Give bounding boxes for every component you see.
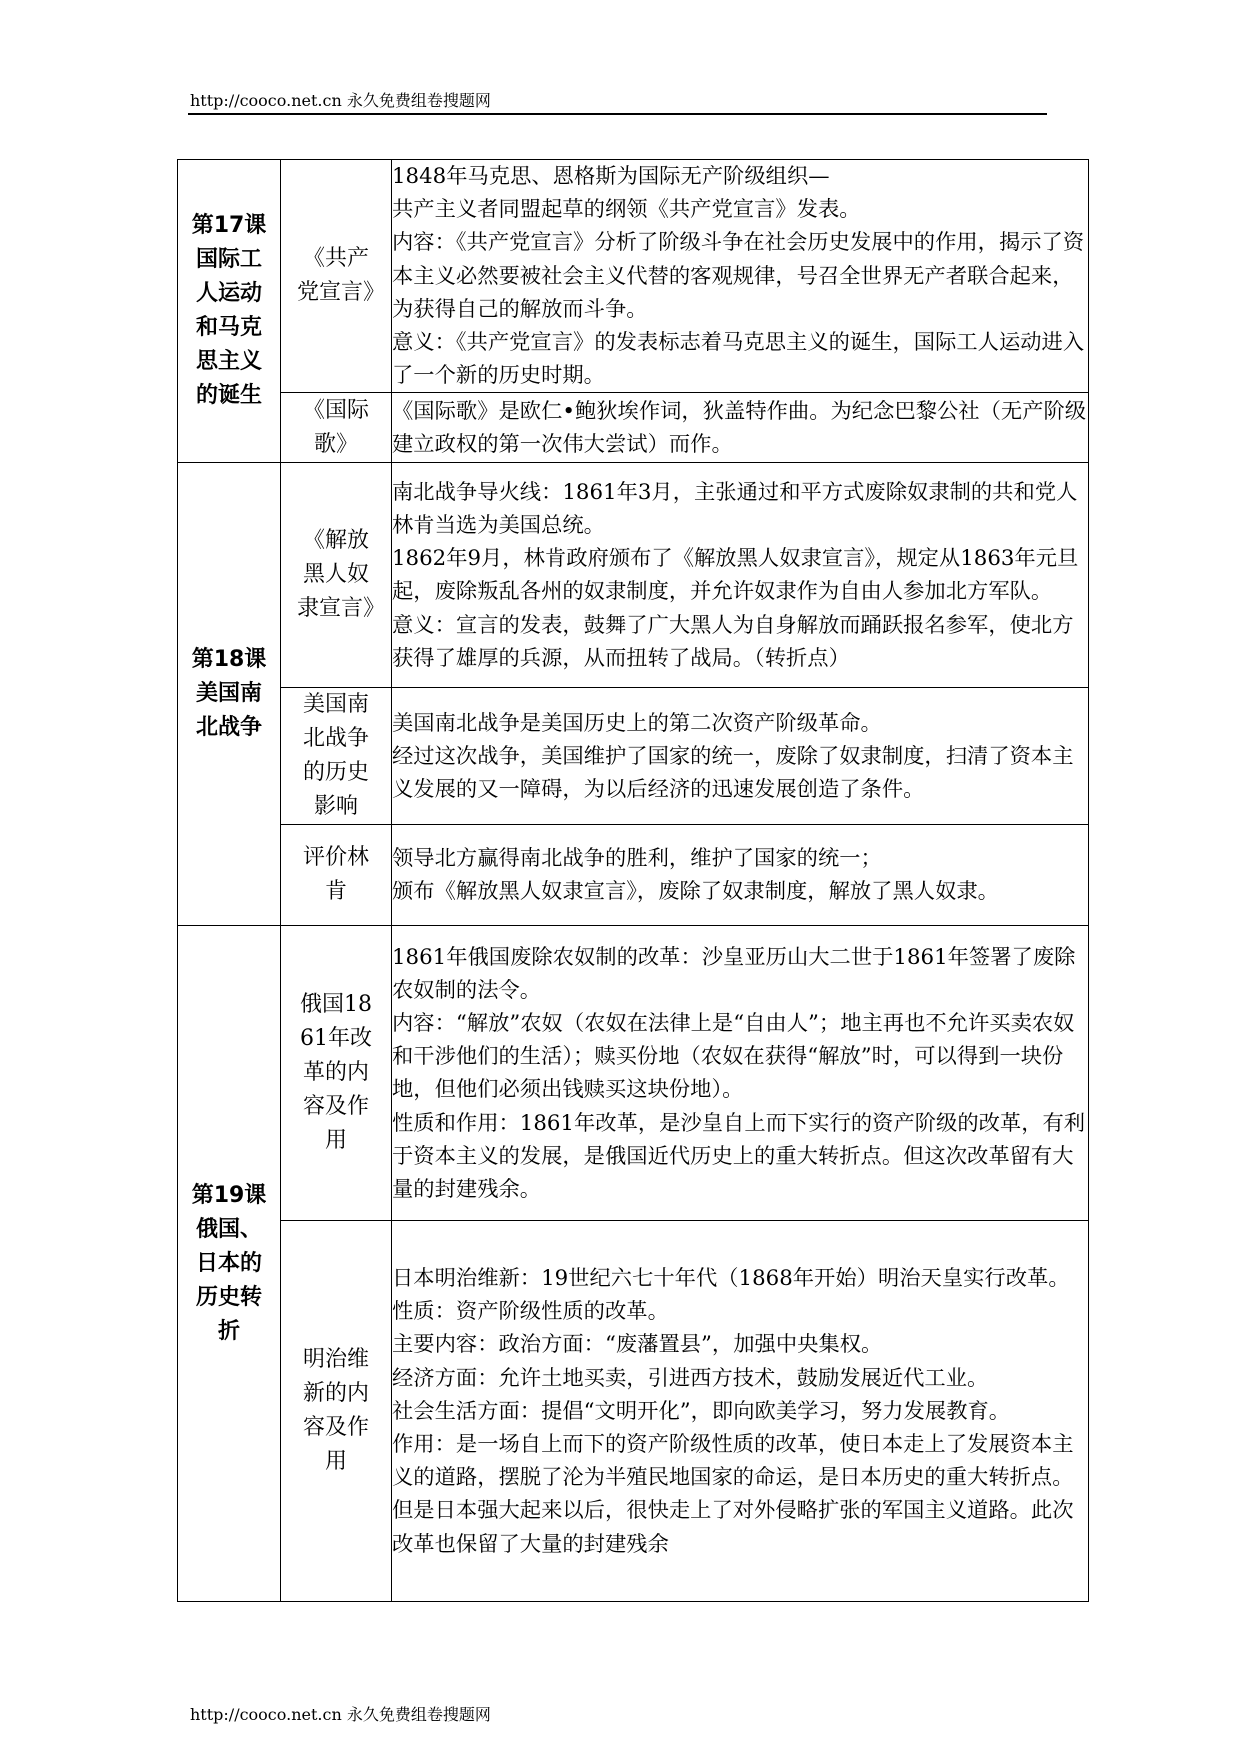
- topic-label: 《共产党宣言》: [297, 246, 386, 306]
- topic-cell: [281, 688, 392, 825]
- content-cell: [392, 688, 1089, 825]
- content-cell: [392, 1221, 1089, 1602]
- content-paragraph: 内容：“解放”农奴（农奴在法律上是“自由人”；地主再也不允许买卖农奴和干涉他们的生活）；赎买份地（农奴在获得“解放”时，可以得到一块份地，但他们必须出钱赎买这块份地）。: [392, 1011, 1075, 1103]
- page-footer: http://cooco.net.cn 永久免费组卷搜题网: [190, 1705, 491, 1724]
- content-paragraph: 日本明治维新：19世纪六七十年代（1868年开始）明治天皇实行改革。性质：资产阶级性质的改革。: [392, 1266, 1070, 1325]
- lesson-title: 第19课俄国、日本的历史转折: [191, 1182, 267, 1344]
- content-cell: [392, 926, 1089, 1221]
- lesson-title-cell: [178, 463, 281, 926]
- topic-cell: [281, 825, 392, 926]
- page-header: http://cooco.net.cn 永久免费组卷搜题网: [190, 91, 491, 110]
- content-paragraph: 内容：《共产党宣言》分析了阶级斗争在社会历史发展中的作用，揭示了资本主义必然要被社会主义代替的客观规律，号召全世界无产者联合起来，为获得自己的解放而斗争。: [392, 230, 1085, 322]
- content-paragraph: 作用：是一场自上而下的资产阶级性质的改革，使日本走上了发展资本主义的道路，摆脱了沦为半殖民地国家的命运，是日本历史的重大转折点。但是日本强大起来以后，很快走上了对外侵略扩张的军国主义道路。此次改革也保留了大量的封建残余: [392, 1432, 1074, 1557]
- content-paragraph: 1862年9月，林肯政府颁布了《解放黑人奴隶宣言》，规定从1863年元旦起，废除叛乱各州的奴隶制度，并允许奴隶作为自由人参加北方军队。: [392, 546, 1079, 605]
- table-row: [178, 688, 1089, 825]
- table-row: [178, 825, 1089, 926]
- content-paragraph: 《国际歌》是欧仁•鲍狄埃作词，狄盖特作曲。为纪念巴黎公社（无产阶级建立政权的第一次伟大尝试）而作。: [392, 398, 1087, 457]
- content-paragraph: 南北战争导火线：1861年3月，主张通过和平方式废除奴隶制的共和党人林肯当选为美国总统。: [392, 479, 1078, 539]
- content-paragraph: 主要内容：政治方面：“废藩置县”，加强中央集权。: [392, 1332, 883, 1358]
- topic-cell: [281, 393, 392, 463]
- table-row: [178, 393, 1089, 463]
- content-paragraph: 美国南北战争是美国历史上的第二次资产阶级革命。: [392, 710, 882, 736]
- lesson-table: [177, 159, 1089, 1602]
- lesson-title: 第18课美国南北战争: [191, 647, 267, 741]
- content-cell: [392, 825, 1089, 926]
- lesson-title-cell: [178, 160, 281, 463]
- content-paragraph: 经过这次战争，美国维护了国家的统一，废除了奴隶制度，扫清了资本主义发展的又一障碍，为以后经济的迅速发展创造了条件。: [392, 743, 1074, 803]
- topic-cell: [281, 160, 392, 393]
- table-row: [178, 160, 1089, 393]
- content-cell: [392, 463, 1089, 688]
- header-rule: [188, 113, 1047, 115]
- content-paragraph: 意义：《共产党宣言》的发表标志着马克思主义的诞生，国际工人运动进入了一个新的历史时期。: [392, 330, 1085, 389]
- content-paragraph: 意义：宣言的发表，鼓舞了广大黑人为自身解放而踊跃报名参军，使北方获得了雄厚的兵源，从而扭转了战局。（转折点）: [392, 612, 1074, 671]
- content-paragraph: 领导北方赢得南北战争的胜利，维护了国家的统一；: [392, 846, 882, 872]
- table-row: [178, 926, 1089, 1221]
- content-paragraph: 经济方面：允许土地买卖，引进西方技术，鼓励发展近代工业。: [392, 1365, 989, 1391]
- content-paragraph: 社会生活方面：提倡“文明开化”，即向欧美学习，努力发展教育。: [392, 1398, 1011, 1424]
- content-paragraph: 性质和作用：1861年改革，是沙皇自上而下实行的资产阶级的改革，有利于资本主义的发展，是俄国近代历史上的重大转折点。但这次改革留有大量的封建残余。: [392, 1110, 1086, 1203]
- topic-cell: [281, 463, 392, 688]
- topic-label: 美国南北战争的历史影响: [302, 692, 369, 820]
- topic-cell: [281, 1221, 392, 1602]
- topic-label: 俄国1861年改革的内容及作用: [300, 992, 372, 1154]
- content-cell: [392, 393, 1089, 463]
- content-paragraph: 1848年马克思、恩格斯为国际无产阶级组织—: [392, 164, 830, 189]
- topic-label: 《解放黑人奴隶宣言》: [297, 528, 386, 622]
- lesson-title-cell: [178, 926, 281, 1602]
- topic-cell: [281, 926, 392, 1221]
- content-paragraph: 颁布《解放黑人奴隶宣言》，废除了奴隶制度，解放了黑人奴隶。: [392, 879, 999, 905]
- content-cell: [392, 160, 1089, 393]
- topic-label: 评价林肯: [302, 845, 369, 905]
- topic-label: 《国际歌》: [302, 397, 369, 457]
- lesson-title: 第17课国际工人运动和马克思主义的诞生: [191, 213, 267, 409]
- content-paragraph: 共产主义者同盟起草的纲领《共产党宣言》发表。: [392, 197, 861, 223]
- topic-label: 明治维新的内容及作用: [302, 1347, 369, 1475]
- table-row: [178, 1221, 1089, 1602]
- content-paragraph: 1861年俄国废除农奴制的改革：沙皇亚历山大二世于1861年签署了废除农奴制的法令。: [392, 944, 1076, 1003]
- table-row: [178, 463, 1089, 688]
